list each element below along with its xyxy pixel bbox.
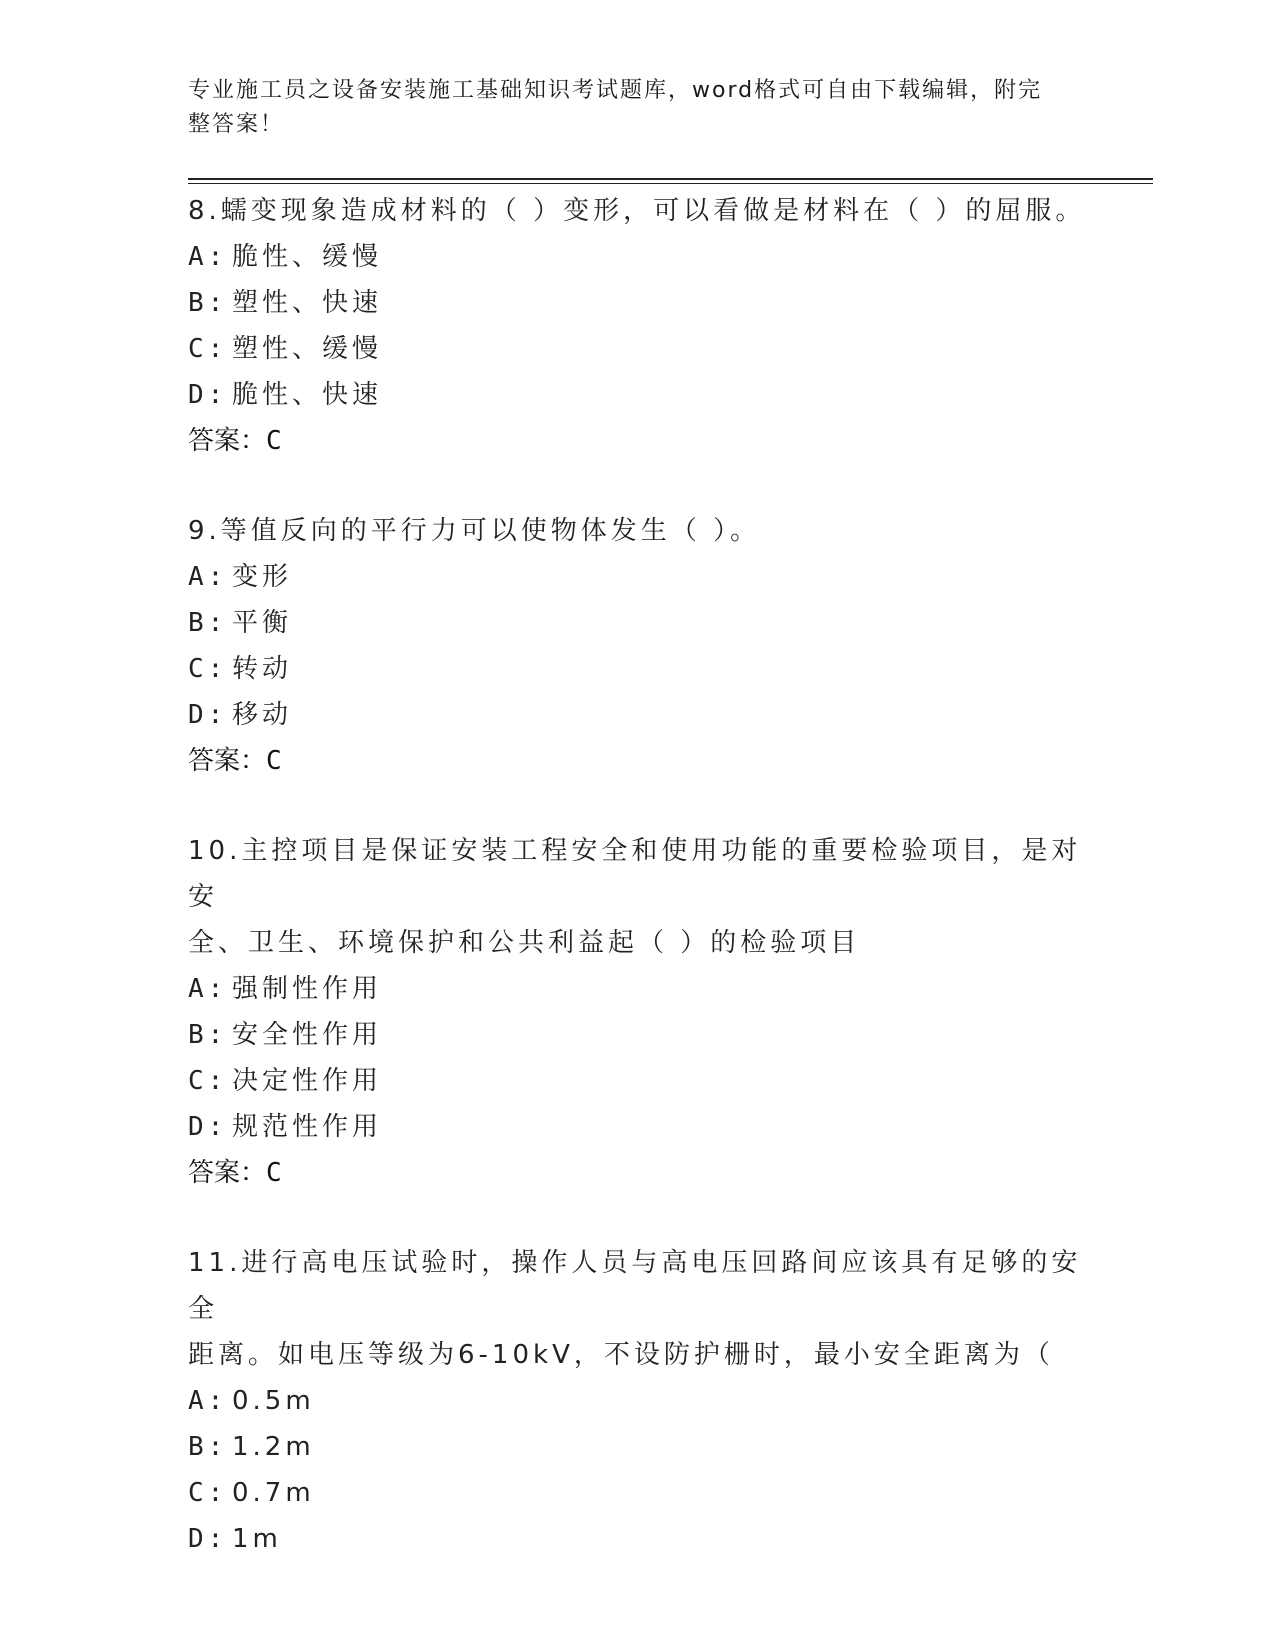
option-key: D: — [188, 700, 228, 730]
header-line-2: 整答案！ — [188, 112, 285, 137]
option-text: 平衡 — [232, 608, 293, 638]
option-c — [188, 326, 1088, 372]
option-a — [188, 234, 1088, 280]
option-d — [188, 1104, 1088, 1150]
question-8 — [188, 188, 1088, 464]
option-text: 塑性、快速 — [232, 288, 383, 318]
option-b — [188, 1424, 1088, 1470]
option-a — [188, 554, 1088, 600]
option-key: D: — [188, 380, 228, 410]
option-key: B: — [188, 1432, 228, 1462]
question-stem-line-1: 10.主控项目是保证安装工程安全和使用功能的重要检验项目，是对安 — [188, 836, 1082, 912]
option-key: A: — [188, 1386, 228, 1416]
option-key: C: — [188, 654, 228, 684]
answer-value: C — [266, 746, 282, 776]
option-key: B: — [188, 1020, 228, 1050]
answer-label: 答案： — [188, 1158, 267, 1188]
option-a — [188, 1378, 1088, 1424]
answer-line — [188, 738, 1088, 784]
option-key: B: — [188, 288, 228, 318]
question-stem-line-2: 全、卫生、环境保护和公共利益起（ ）的检验项目 — [188, 928, 861, 958]
question-stem-line-2: 距离。如电压等级为6-10kV，不设防护栅时，最小安全距离为（ — [188, 1340, 1054, 1370]
answer-value: C — [266, 1158, 282, 1188]
question-11 — [188, 1240, 1088, 1562]
question-stem: 9.等值反向的平行力可以使物体发生（ ）。 — [188, 516, 761, 546]
option-c — [188, 646, 1088, 692]
answer-value: C — [266, 426, 282, 456]
answer-label: 答案： — [188, 426, 267, 456]
option-c — [188, 1058, 1088, 1104]
option-b — [188, 1012, 1088, 1058]
option-b — [188, 280, 1088, 326]
option-d — [188, 372, 1088, 418]
option-key: D: — [188, 1524, 228, 1554]
answer-line — [188, 1150, 1088, 1196]
option-text: 1.2m — [232, 1432, 315, 1462]
option-text: 移动 — [232, 700, 293, 730]
option-key: A: — [188, 242, 228, 272]
answer-line — [188, 418, 1088, 464]
option-key: A: — [188, 562, 228, 592]
question-9 — [188, 508, 1088, 784]
option-text: 0.7m — [232, 1478, 315, 1508]
option-text: 1m — [232, 1524, 282, 1554]
option-text: 安全性作用 — [232, 1020, 383, 1050]
option-text: 变形 — [232, 562, 293, 592]
option-d — [188, 1516, 1088, 1562]
document-header — [188, 74, 1068, 142]
option-text: 规范性作用 — [232, 1112, 383, 1142]
question-list — [188, 188, 1088, 1606]
header-divider-thin — [188, 183, 1153, 184]
option-key: C: — [188, 1066, 228, 1096]
answer-label: 答案： — [188, 746, 267, 776]
option-c — [188, 1470, 1088, 1516]
option-key: A: — [188, 974, 228, 1004]
option-a — [188, 966, 1088, 1012]
option-text: 0.5m — [232, 1386, 315, 1416]
option-text: 强制性作用 — [232, 974, 383, 1004]
header-divider-thick — [188, 178, 1153, 180]
option-key: C: — [188, 334, 228, 364]
option-text: 脆性、缓慢 — [232, 242, 383, 272]
header-line-1: 专业施工员之设备安装施工基础知识考试题库，word格式可自由下载编辑，附完 — [188, 78, 1043, 103]
question-stem-line-1: 11.进行高电压试验时，操作人员与高电压回路间应该具有足够的安全 — [188, 1248, 1082, 1324]
option-key: C: — [188, 1478, 228, 1508]
option-text: 决定性作用 — [232, 1066, 383, 1096]
option-text: 脆性、快速 — [232, 380, 383, 410]
option-b — [188, 600, 1088, 646]
question-10 — [188, 828, 1088, 1196]
option-text: 塑性、缓慢 — [232, 334, 383, 364]
option-key: D: — [188, 1112, 228, 1142]
option-d — [188, 692, 1088, 738]
option-text: 转动 — [232, 654, 293, 684]
option-key: B: — [188, 608, 228, 638]
question-stem: 8.蠕变现象造成材料的（ ）变形，可以看做是材料在（ ）的屈服。 — [188, 196, 1086, 226]
